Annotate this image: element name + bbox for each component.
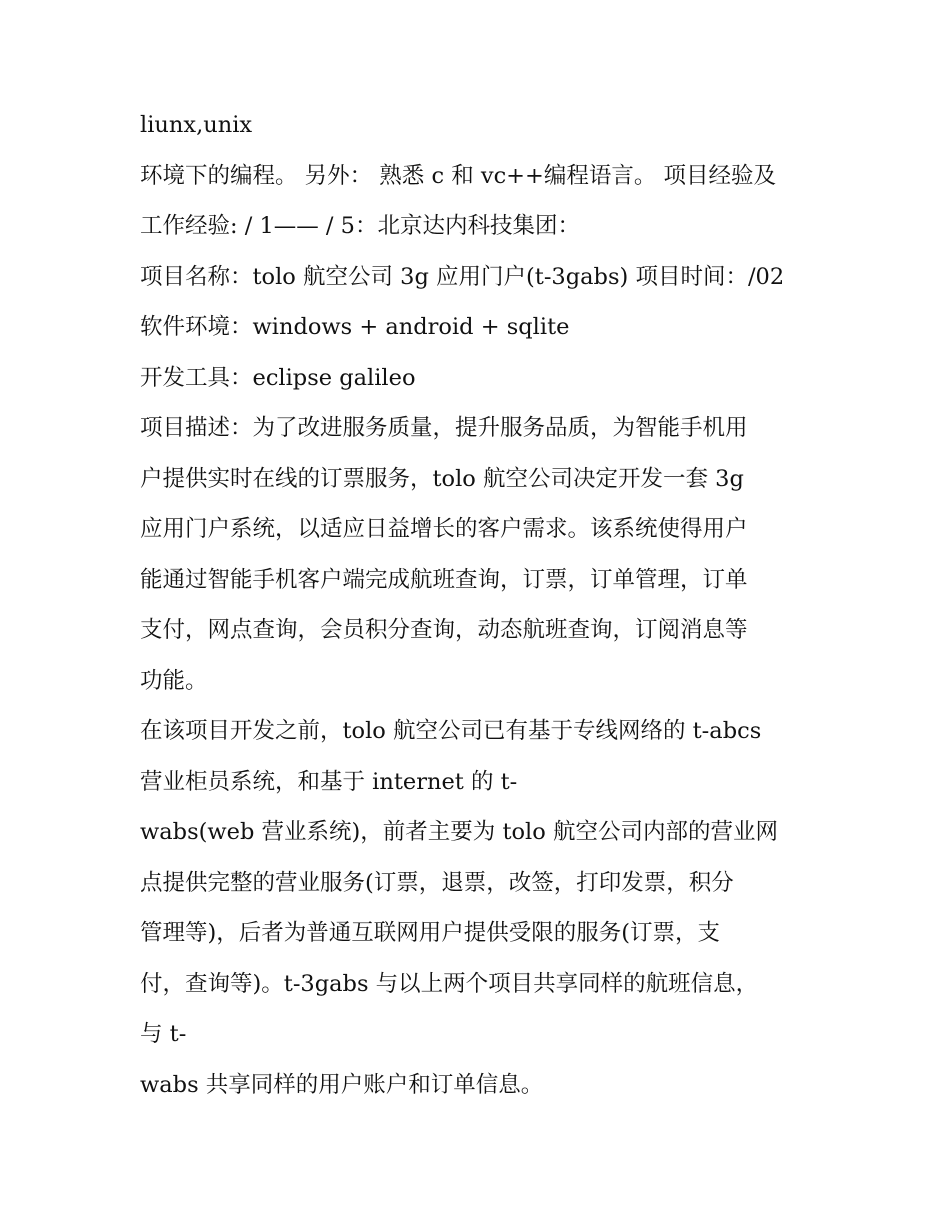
text-line-project-desc-2: 户提供实时在线的订票服务，tolo 航空公司决定开发一套 3g xyxy=(140,465,744,492)
text-line-background-5: 管理等)，后者为普通互联网用户提供受限的服务(订票，支 xyxy=(140,920,721,946)
text-line-background-1: 在该项目开发之前，tolo 航空公司已有基于专线网络的 t-abcs xyxy=(140,718,762,744)
text-line-project-desc-6: 功能。 xyxy=(140,667,208,694)
text-line-background-7: 与 t- xyxy=(140,1021,187,1047)
text-line-background-2: 营业柜员系统，和基于 internet 的 t- xyxy=(140,768,518,795)
text-line-software-env: 软件环境：windows + android + sqlite xyxy=(140,314,570,340)
text-line-skills: 环境下的编程。 另外： 熟悉 c 和 vc++编程语言。 项目经验及 xyxy=(140,162,777,189)
text-line-dev-tools: 开发工具：eclipse galileo xyxy=(140,364,416,391)
document-body xyxy=(140,100,820,1110)
text-line-project-desc-3: 应用门户系统，以适应日益增长的客户需求。该系统使得用户 xyxy=(140,516,748,542)
text-line-background-6: 付，查询等)。t-3gabs 与以上两个项目共享同样的航班信息， xyxy=(140,970,759,997)
text-line-project-name: 项目名称：tolo 航空公司 3g 应用门户(t-3gabs) 项目时间：/02 xyxy=(140,263,785,290)
text-line-background-4: 点提供完整的营业服务(订票，退票，改签，打印发票，积分 xyxy=(140,869,734,896)
text-line-project-desc-5: 支付，网点查询，会员积分查询，动态航班查询，订阅消息等 xyxy=(140,617,748,643)
text-line-background-3: wabs(web 营业系统)，前者主要为 tolo 航空公司内部的营业网 xyxy=(140,819,778,845)
text-line-project-desc-4: 能通过智能手机客户端完成航班查询，订票，订单管理，订单 xyxy=(140,566,748,593)
text-line-os: liunx,unix xyxy=(140,112,253,138)
text-line-project-desc-1: 项目描述：为了改进服务质量，提升服务品质，为智能手机用 xyxy=(140,415,748,441)
text-line-work-experience: 工作经验: / 1—— / 5：北京达内科技集团： xyxy=(140,213,580,239)
text-line-background-8: wabs 共享同样的用户账户和订单信息。 xyxy=(140,1071,544,1098)
